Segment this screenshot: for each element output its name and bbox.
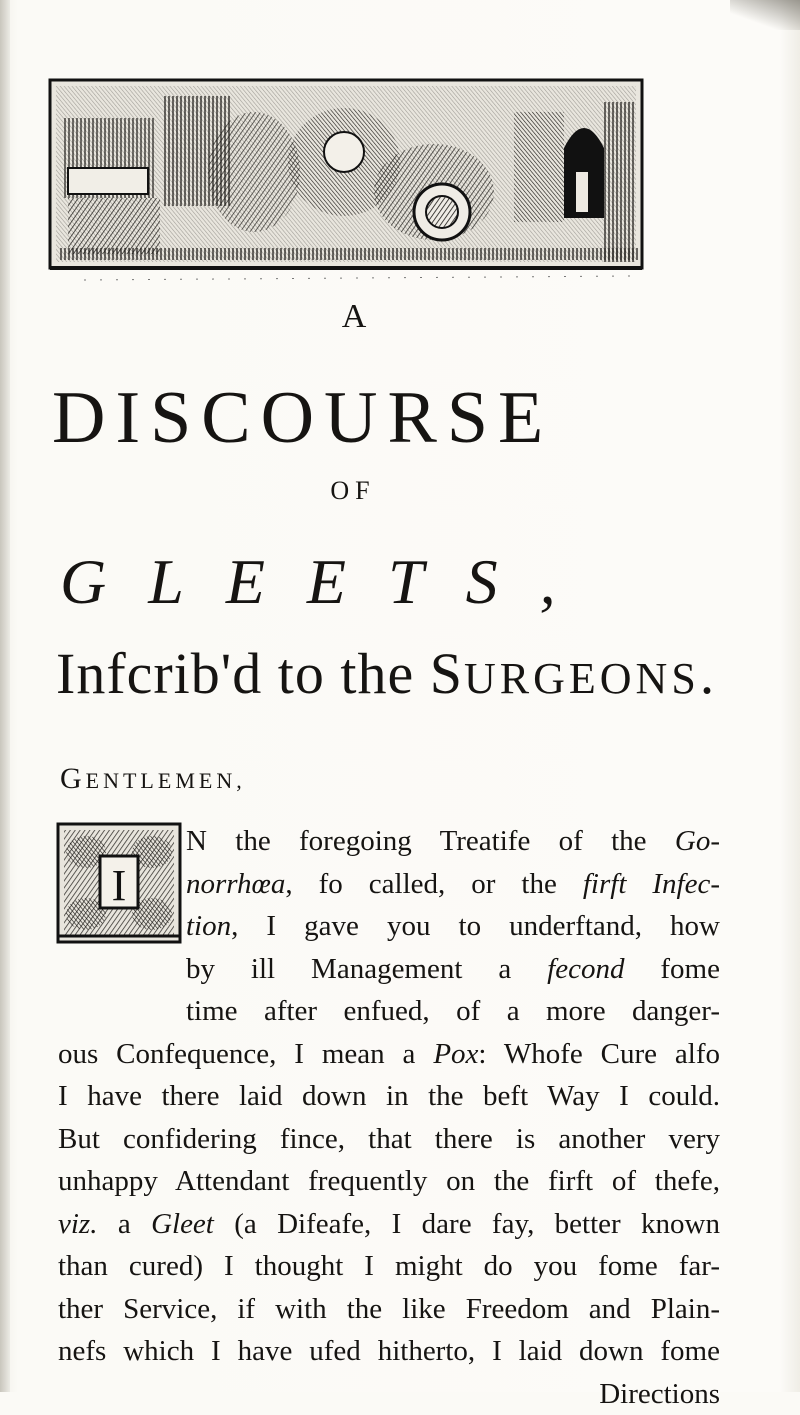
italic-span: Gleet (151, 1208, 214, 1240)
text-line (58, 948, 720, 991)
engraved-headpiece-ornament (44, 72, 648, 280)
salutation-small-caps: ENTLEMEN, (86, 768, 246, 793)
text-line: ther Service, if with the like Freedom and Plain- (58, 1288, 720, 1331)
text-line: nefs which I have ufed hitherto, I laid down fome (58, 1330, 720, 1373)
text-span: (a Difeafe, I dare fay, better known (214, 1208, 720, 1240)
text-line: time after enfued, of a more danger- (58, 990, 720, 1033)
text-span: a (97, 1208, 151, 1240)
inscription-surgeons (430, 641, 700, 706)
italic-span: Go- (675, 825, 720, 857)
salutation (60, 762, 246, 796)
page-gutter-shadow (0, 0, 10, 1392)
text-span: by ill Management a (186, 953, 547, 985)
text-span: , I gave you to underftand, how (231, 910, 720, 942)
italic-span: fecond (547, 953, 624, 985)
salutation-cap: G (60, 762, 86, 795)
title-discourse: DISCOURSE (52, 378, 732, 458)
drop-cap-letter: I (112, 861, 127, 910)
text-span: , fo called, or the (285, 868, 582, 900)
text-span: ous Confequence, I mean a (58, 1038, 433, 1070)
text-line (58, 905, 720, 948)
inscription-cap: S (430, 641, 464, 706)
text-line (58, 820, 720, 863)
text-span: fome (624, 953, 720, 985)
title-article: A (0, 298, 710, 336)
italic-span: norrhœa (186, 868, 285, 900)
text-span: : Whofe Cure alfo (478, 1038, 720, 1070)
text-line (58, 863, 720, 906)
italic-span: Pox (433, 1038, 478, 1070)
text-line: unhappy Attendant frequently on the firft of thefe, (58, 1160, 720, 1203)
italic-span: firft Infec- (583, 868, 720, 900)
inscription-small-caps: URGEONS (464, 654, 700, 703)
text-line (58, 1033, 720, 1076)
title-inscription (56, 640, 715, 707)
text-line: I have there laid down in the beft Way I could. (58, 1075, 720, 1118)
text-line: than cured) I thought I might do you fome far- (58, 1245, 720, 1288)
inscription-end: . (700, 641, 716, 706)
text-span: N the foregoing Treatife of the (186, 825, 675, 857)
italic-span: viz. (58, 1208, 97, 1240)
title-gleets: GLEETS, (60, 545, 598, 619)
page-corner-shadow (730, 0, 800, 30)
text-line (58, 1203, 720, 1246)
title-of: OF (0, 476, 706, 506)
italic-span: tion (186, 910, 231, 942)
body-text (58, 820, 720, 1415)
text-line: But confidering fince, that there is another very (58, 1118, 720, 1161)
inscription-lead: Infcrib'd to the (56, 641, 430, 706)
catchword: Directions (58, 1373, 720, 1415)
